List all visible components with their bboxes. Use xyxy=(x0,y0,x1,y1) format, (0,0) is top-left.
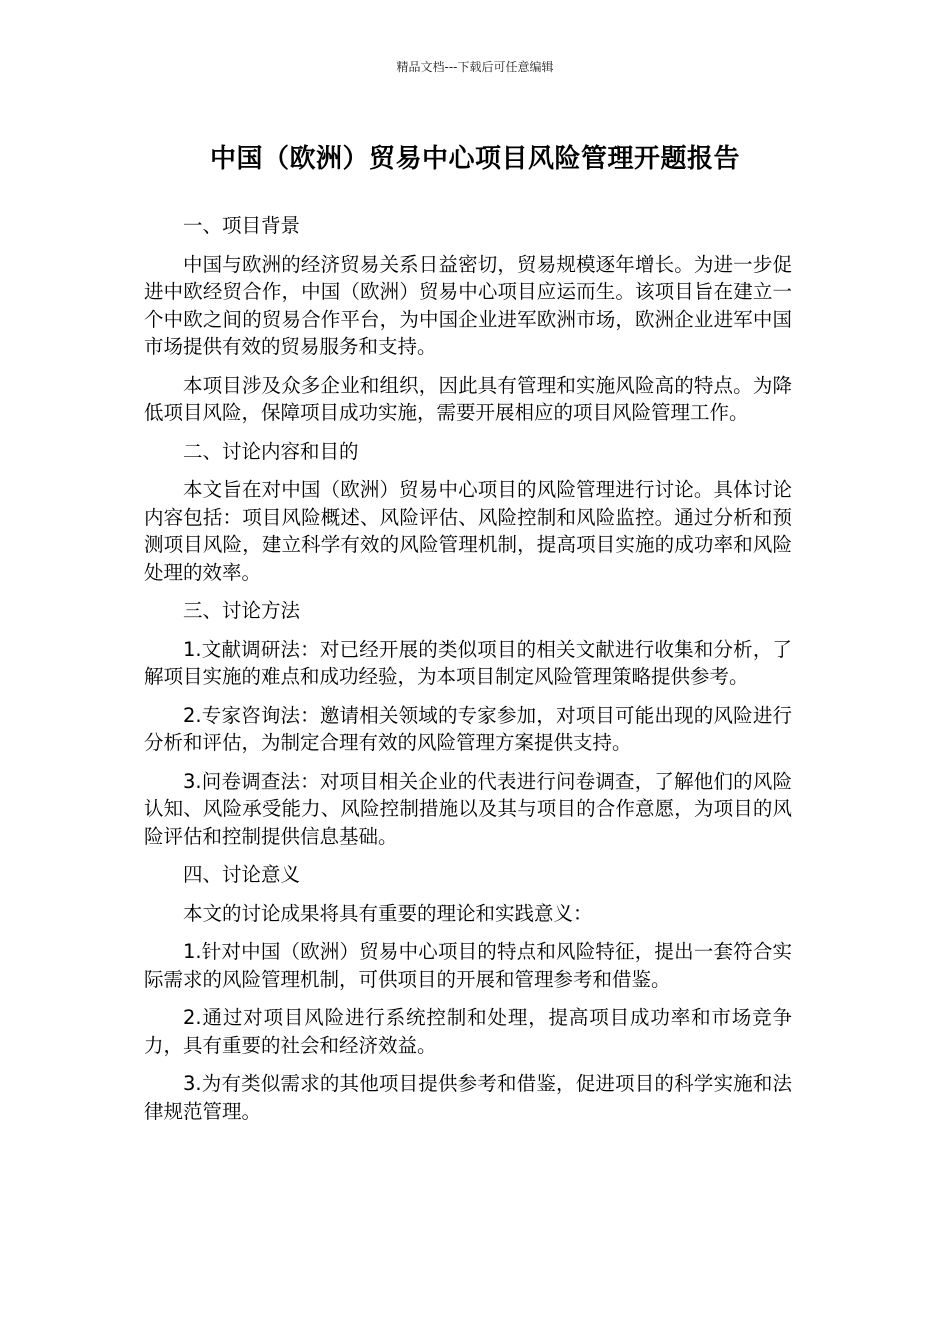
list-item: 1.文献调研法：对已经开展的类似项目的相关文献进行收集和分析，了解项目实施的难点和成功经验，为本项目制定风险管理策略提供参考。 xyxy=(144,637,792,688)
document-title: 中国（欧洲）贸易中心项目风险管理开题报告 xyxy=(209,144,740,174)
section-heading-content-and-goals: 二、讨论内容和目的 xyxy=(183,439,359,463)
list-item: 1.针对中国（欧洲）贸易中心项目的特点和风险特征，提出一套符合实际需求的风险管理机制，可供项目的开展和管理参考和借鉴。 xyxy=(144,940,792,991)
paragraph: 中国与欧洲的经济贸易关系日益密切，贸易规模逐年增长。为进一步促进中欧经贸合作，中国（欧洲）贸易中心项目应运而生。该项目旨在建立一个中欧之间的贸易合作平台，为中国企业进军欧洲市场，欧洲企业进军中国市场提供有效的贸易服务和支持。 xyxy=(144,252,792,358)
list-item: 3.问卷调查法：对项目相关企业的代表进行问卷调查，了解他们的风险认知、风险承受能力、风险控制措施以及其与项目的合作意愿，为项目的风险评估和控制提供信息基础。 xyxy=(144,769,792,848)
list-item: 2.通过对项目风险进行系统控制和处理，提高项目成功率和市场竞争力，具有重要的社会和经济效益。 xyxy=(144,1006,792,1057)
document-body xyxy=(144,212,792,1136)
paragraph: 本文的讨论成果将具有重要的理论和实践意义： xyxy=(183,901,593,925)
paragraph: 本文旨在对中国（欧洲）贸易中心项目的风险管理进行讨论。具体讨论内容包括：项目风险概述、风险评估、风险控制和风险监控。通过分析和预测项目风险，建立科学有效的风险管理机制，提高项目实施的成功率和风险处理的效率。 xyxy=(144,478,792,584)
list-item: 2.专家咨询法：邀请相关领域的专家参加，对项目可能出现的风险进行分析和评估，为制定合理有效的风险管理方案提供支持。 xyxy=(144,703,792,754)
paragraph: 本项目涉及众多企业和组织，因此具有管理和实施风险高的特点。为降低项目风险，保障项目成功实施，需要开展相应的项目风险管理工作。 xyxy=(144,373,792,424)
list-item: 3.为有类似需求的其他项目提供参考和借鉴，促进项目的科学实施和法律规范管理。 xyxy=(144,1072,792,1123)
section-heading-methods: 三、讨论方法 xyxy=(183,599,301,622)
header-note: 精品文档---下载后可任意编辑 xyxy=(396,60,554,74)
section-heading-significance: 四、讨论意义 xyxy=(183,863,301,886)
section-heading-background: 一、项目背景 xyxy=(183,214,301,237)
